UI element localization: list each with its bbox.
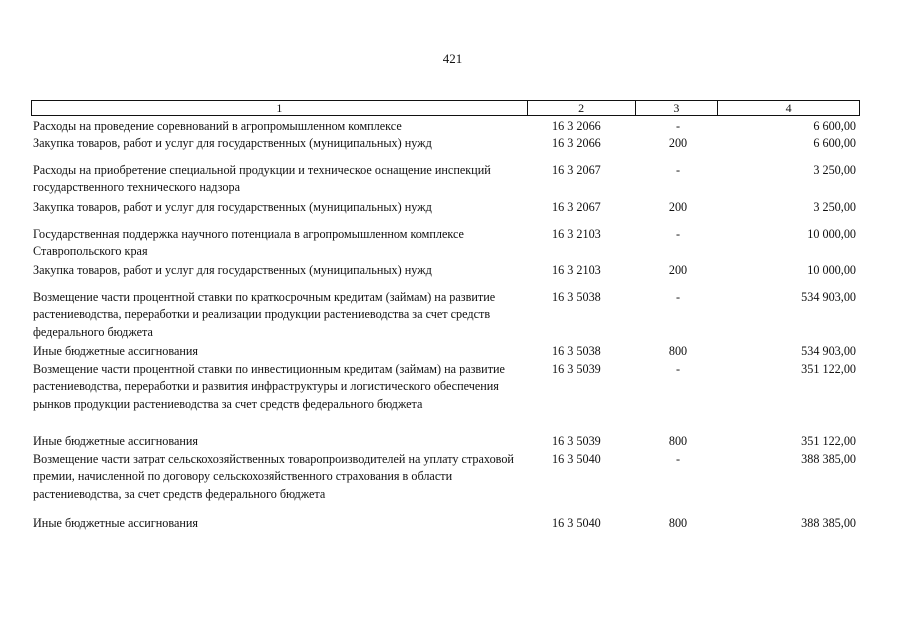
row-type: - [675, 362, 681, 376]
row-code: 16 3 2066 [552, 119, 601, 133]
row-amount: 6 600,00 [813, 119, 856, 133]
row-name: Возмещение части затрат сельскохозяйственных товаропроизводителей на уплату страховой премии, начисленной по договору сельскохозяйственного страхования в области растениеводства, за счет средств федерального бюджета [33, 452, 514, 501]
header-col-1: 1 [32, 101, 528, 115]
row-amount: 351 122,00 [801, 434, 856, 448]
row-name: Иные бюджетные ассигнования [33, 344, 199, 358]
row-code: 16 3 5040 [552, 516, 601, 530]
row-code: 16 3 2103 [552, 263, 601, 277]
row-name: Возмещение части процентной ставки по краткосрочным кредитам (займам) на развитие растениеводства, переработки и реализации продукции растениеводства за счет средств федерального бюджета [33, 290, 496, 339]
row-code: 16 3 5038 [552, 290, 601, 304]
row-type: 800 [668, 434, 688, 448]
table-header [31, 100, 860, 116]
row-amount: 10 000,00 [807, 263, 856, 277]
row-name: Закупка товаров, работ и услуг для государственных (муниципальных) нужд [33, 136, 432, 150]
row-code: 16 3 2103 [552, 227, 601, 241]
page-number: 421 [442, 51, 463, 66]
row-name: Государственная поддержка научного потенциала в агропромышленном комплексе Ставропольского края [33, 227, 464, 259]
row-code: 16 3 5039 [552, 362, 601, 376]
row-amount: 534 903,00 [801, 290, 856, 304]
row-amount: 6 600,00 [813, 136, 856, 150]
row-code: 16 3 5038 [552, 344, 601, 358]
row-code: 16 3 2067 [552, 200, 601, 214]
row-amount: 534 903,00 [801, 344, 856, 358]
row-type: 200 [668, 136, 688, 150]
row-type: - [675, 163, 681, 177]
row-name: Иные бюджетные ассигнования [33, 434, 199, 448]
row-type: - [675, 227, 681, 241]
row-type: - [675, 119, 681, 133]
header-col-2: 2 [528, 101, 636, 115]
row-code: 16 3 2066 [552, 136, 601, 150]
row-amount: 388 385,00 [801, 516, 856, 530]
row-type: - [675, 452, 681, 466]
row-amount: 3 250,00 [813, 200, 856, 214]
row-type: 200 [668, 263, 688, 277]
row-type: 200 [668, 200, 688, 214]
row-amount: 3 250,00 [813, 163, 856, 177]
row-name: Закупка товаров, работ и услуг для государственных (муниципальных) нужд [33, 200, 432, 214]
row-name: Расходы на проведение соревнований в агропромышленном комплексе [33, 119, 402, 133]
row-name: Возмещение части процентной ставки по инвестиционным кредитам (займам) на развитие растениеводства, переработки и развития инфраструктуры и логистического обеспечения рынков продукции растениеводства за счет средств федерального бюджета [33, 362, 505, 411]
row-code: 16 3 5040 [552, 452, 601, 466]
row-amount: 10 000,00 [807, 227, 856, 241]
row-amount: 388 385,00 [801, 452, 856, 466]
row-code: 16 3 2067 [552, 163, 601, 177]
row-type: - [675, 290, 681, 304]
row-code: 16 3 5039 [552, 434, 601, 448]
row-type: 800 [668, 344, 688, 358]
row-name: Расходы на приобретение специальной продукции и техническое оснащение инспекций государственного технического надзора [33, 163, 491, 195]
header-col-4: 4 [785, 101, 792, 115]
row-name: Закупка товаров, работ и услуг для государственных (муниципальных) нужд [33, 263, 432, 277]
row-type: 800 [668, 516, 688, 530]
row-amount: 351 122,00 [801, 362, 856, 376]
header-col-3: 3 [636, 101, 719, 115]
row-name: Иные бюджетные ассигнования [33, 516, 199, 530]
